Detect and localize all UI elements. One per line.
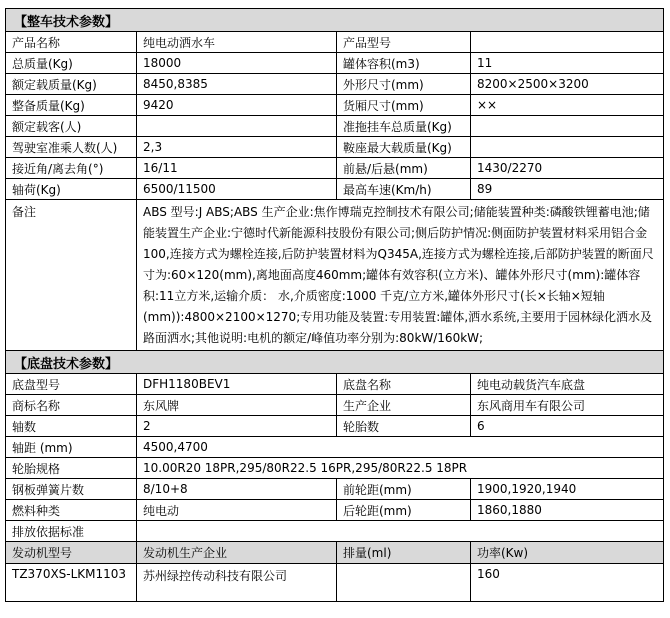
value-chassis-model: DFH1180BEV1: [137, 374, 337, 395]
label-front-rear-overhang: 前悬/后悬(mm): [337, 158, 471, 179]
section2-header-row: [6, 351, 664, 374]
label-brand-name: 商标名称: [6, 395, 137, 416]
section1-header-row: [6, 9, 664, 32]
table-row: [6, 32, 664, 53]
engine-values-row: [6, 564, 664, 602]
label-approach-departure-angle: 接近角/离去角(°): [6, 158, 137, 179]
label-axle-count: 轴数: [6, 416, 137, 437]
table-row: [6, 458, 664, 479]
label-manufacturer: 生产企业: [337, 395, 471, 416]
label-product-name: 产品名称: [6, 32, 137, 53]
label-curb-weight: 整备质量(Kg): [6, 95, 137, 116]
value-power: 160: [471, 564, 664, 602]
label-power: 功率(Kw): [471, 542, 664, 564]
label-front-track: 前轮距(mm): [337, 479, 471, 500]
value-trailer-mass: [471, 116, 664, 137]
label-wheelbase: 轴距 (mm): [6, 437, 137, 458]
value-front-rear-overhang: 1430/2270: [471, 158, 664, 179]
value-rated-load: 8450,8385: [137, 74, 337, 95]
label-axle-load: 轴荷(Kg): [6, 179, 137, 200]
value-axle-count: 2: [137, 416, 337, 437]
table-row: [6, 416, 664, 437]
label-rear-track: 后轮距(mm): [337, 500, 471, 521]
table-row: [6, 53, 664, 74]
value-curb-weight: 9420: [137, 95, 337, 116]
label-engine-model: 发动机型号: [6, 542, 137, 564]
value-tire-spec: 10.00R20 18PR,295/80R22.5 16PR,295/80R22.5 18PR: [137, 458, 664, 479]
value-cab-passengers: 2,3: [137, 137, 337, 158]
label-displacement: 排量(ml): [337, 542, 471, 564]
value-total-mass: 18000: [137, 53, 337, 74]
value-approach-departure-angle: 16/11: [137, 158, 337, 179]
section2-title: 【底盘技术参数】: [6, 351, 664, 374]
value-manufacturer: 东风商用车有限公司: [471, 395, 664, 416]
value-product-model: [471, 32, 664, 53]
table-row: [6, 95, 664, 116]
label-chassis-model: 底盘型号: [6, 374, 137, 395]
label-tank-volume: 罐体容积(m3): [337, 53, 471, 74]
label-total-mass: 总质量(Kg): [6, 53, 137, 74]
label-cab-passengers: 驾驶室准乘人数(人): [6, 137, 137, 158]
table-row: [6, 158, 664, 179]
table-row: [6, 437, 664, 458]
label-product-model: 产品型号: [337, 32, 471, 53]
value-displacement: [337, 564, 471, 602]
label-engine-manufacturer: 发动机生产企业: [137, 542, 337, 564]
table-row: [6, 116, 664, 137]
table-row: [6, 179, 664, 200]
table-row: [6, 74, 664, 95]
engine-header-row: [6, 542, 664, 564]
value-rated-passengers: [137, 116, 337, 137]
value-outer-dimensions: 8200×2500×3200: [471, 74, 664, 95]
value-tank-volume: 11: [471, 53, 664, 74]
value-front-track: 1900,1920,1940: [471, 479, 664, 500]
value-product-name: 纯电动洒水车: [137, 32, 337, 53]
value-axle-load: 6500/11500: [137, 179, 337, 200]
label-rated-load: 额定载质量(Kg): [6, 74, 137, 95]
value-emission-standard: [137, 521, 664, 542]
value-rear-track: 1860,1880: [471, 500, 664, 521]
label-chassis-name: 底盘名称: [337, 374, 471, 395]
value-chassis-name: 纯电动载货汽车底盘: [471, 374, 664, 395]
label-tire-count: 轮胎数: [337, 416, 471, 437]
label-trailer-mass: 准拖挂车总质量(Kg): [337, 116, 471, 137]
label-saddle-load: 鞍座最大载质量(Kg): [337, 137, 471, 158]
value-max-speed: 89: [471, 179, 664, 200]
section1-title: 【整车技术参数】: [6, 9, 664, 32]
label-leaf-spring-count: 钢板弹簧片数: [6, 479, 137, 500]
remarks-row: [6, 200, 664, 351]
label-cargo-dimensions: 货厢尺寸(mm): [337, 95, 471, 116]
label-rated-passengers: 额定载客(人): [6, 116, 137, 137]
label-fuel-type: 燃料种类: [6, 500, 137, 521]
value-engine-model: TZ370XS-LKM1103: [6, 564, 137, 602]
table-row: [6, 374, 664, 395]
label-tire-spec: 轮胎规格: [6, 458, 137, 479]
value-fuel-type: 纯电动: [137, 500, 337, 521]
value-saddle-load: [471, 137, 664, 158]
label-max-speed: 最高车速(Km/h): [337, 179, 471, 200]
value-remarks: ABS 型号:J ABS;ABS 生产企业:焦作博瑞克控制技术有限公司;储能装置种类:磷酸铁锂蓄电池;储能装置生产企业:宁德时代新能源科技股份有限公司;侧后防护情况:侧面防护装置材料采用铝合金100,连接方式为螺栓连接,后防护装置材料为Q345A,连接方式为螺栓连接,后部防护装置的断面尺寸为:60×120(mm),离地面高度460mm;罐体有效容积(立方米)、罐体外形尺寸(mm):罐体容积:11立方米,运输介质： 水,介质密度:1000 千克/立方米,罐体外形尺寸(长×长轴×短轴(mm)):4800×2100×1270;专用功能及装置:专用装置:罐体,洒水系统,主要用于园林绿化洒水及路面洒水;其他说明:电机的额定/峰值功率分别为:80kW/160kW;: [137, 200, 664, 351]
label-outer-dimensions: 外形尺寸(mm): [337, 74, 471, 95]
value-tire-count: 6: [471, 416, 664, 437]
value-cargo-dimensions: ××: [471, 95, 664, 116]
value-leaf-spring-count: 8/10+8: [137, 479, 337, 500]
table-row: [6, 500, 664, 521]
value-brand-name: 东风牌: [137, 395, 337, 416]
label-emission-standard: 排放依据标准: [6, 521, 137, 542]
label-remarks: 备注: [6, 200, 137, 351]
table-row: [6, 521, 664, 542]
value-engine-manufacturer: 苏州绿控传动科技有限公司: [137, 564, 337, 602]
table-row: [6, 137, 664, 158]
value-wheelbase: 4500,4700: [137, 437, 664, 458]
table-row: [6, 479, 664, 500]
vehicle-spec-table: [5, 8, 664, 602]
table-row: [6, 395, 664, 416]
